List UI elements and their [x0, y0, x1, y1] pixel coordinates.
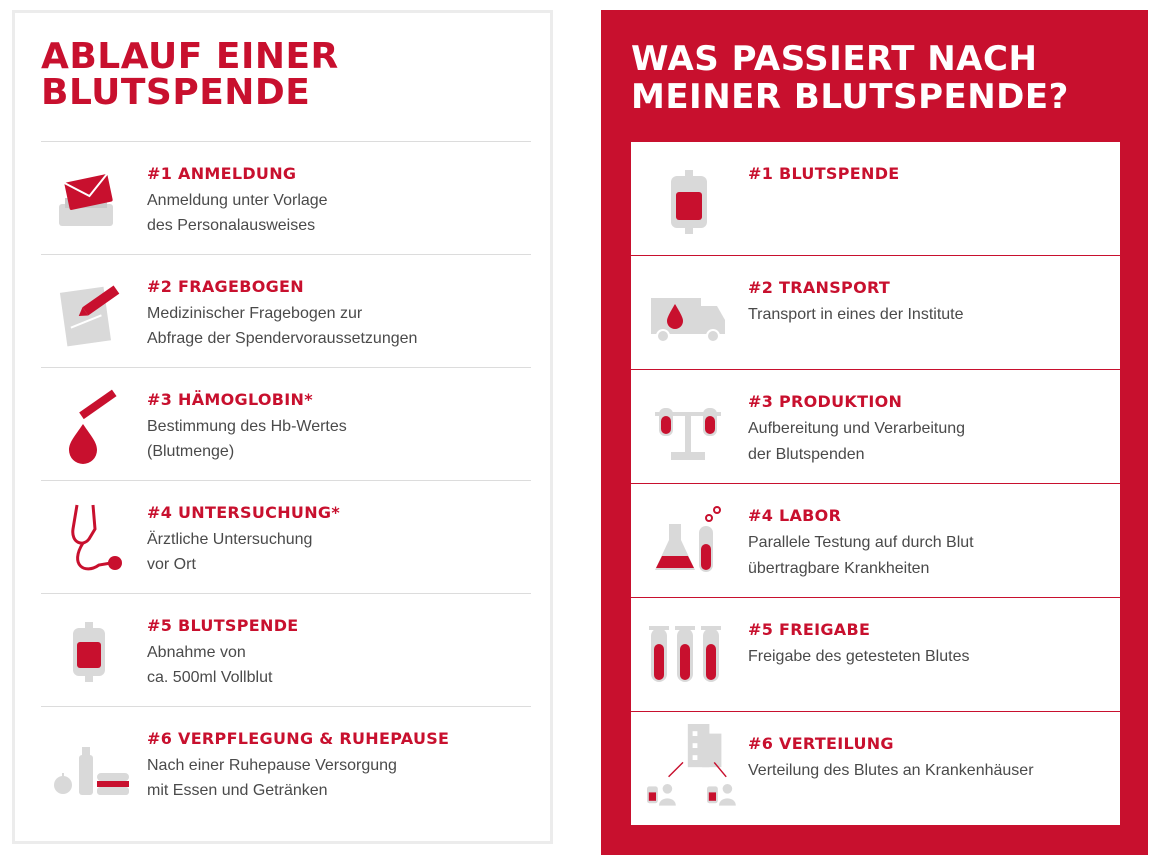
- stage-desc-line-2: übertragbare Krankheiten: [748, 560, 930, 577]
- step-hemoglobin: [41, 367, 531, 480]
- right-title-line-2: MEINER BLUTSPENDE?: [631, 77, 1069, 117]
- step-list: [41, 141, 531, 819]
- step-title: #6 VERPFLEGUNG & RUHEPAUSE: [147, 729, 450, 748]
- stage-production: [631, 370, 1120, 484]
- stage-laboratory: [631, 484, 1120, 598]
- left-title-line-1: ABLAUF EINER: [41, 36, 339, 77]
- stage-title: #3 PRODUKTION: [748, 392, 903, 411]
- step-desc-line-2: ca. 500ml Vollblut: [147, 669, 273, 686]
- lab-flask-icon: [649, 504, 729, 584]
- stage-desc-line-2: der Blutspenden: [748, 446, 865, 463]
- left-title-line-2: BLUTSPENDE: [41, 72, 311, 113]
- blood-drop-lancet-icon: [49, 386, 129, 466]
- step-desc-line-1: Abnahme von: [147, 644, 246, 661]
- stage-donation: [631, 142, 1120, 256]
- step-desc-line-1: Nach einer Ruhepause Versorgung: [147, 757, 397, 774]
- left-panel-title: [41, 36, 339, 113]
- stage-desc-line-1: Transport in eines der Institute: [748, 306, 964, 323]
- right-panel-title: [631, 40, 1069, 116]
- envelope-tray-icon: [49, 160, 129, 240]
- step-description: [147, 414, 527, 464]
- stage-title: #5 FREIGABE: [748, 620, 871, 639]
- step-description: [147, 640, 527, 690]
- step-description: [147, 527, 527, 577]
- stage-title: #6 VERTEILUNG: [748, 734, 894, 753]
- stage-description: [748, 302, 1108, 328]
- step-desc-line-2: vor Ort: [147, 556, 196, 573]
- step-description: [147, 753, 527, 803]
- stage-desc-line-1: Aufbereitung und Verarbeitung: [748, 420, 966, 437]
- stage-desc-line-1: Parallele Testung auf durch Blut: [748, 534, 974, 551]
- step-title: #2 FRAGEBOGEN: [147, 277, 304, 296]
- step-registration: [41, 141, 531, 254]
- step-examination: [41, 480, 531, 593]
- test-tubes-icon: [649, 618, 729, 698]
- step-refreshment: [41, 706, 531, 819]
- stage-distribution: [631, 712, 1120, 826]
- blood-bag-icon: [49, 612, 129, 692]
- stage-release: [631, 598, 1120, 712]
- step-description: [147, 188, 527, 238]
- stage-title: #2 TRANSPORT: [748, 278, 891, 297]
- stage-desc-line-1: Freigabe des getesteten Blutes: [748, 648, 970, 665]
- step-desc-line-2: mit Essen und Getränken: [147, 782, 328, 799]
- blood-bag-icon: [649, 162, 729, 242]
- questionnaire-pen-icon: [49, 273, 129, 353]
- stage-description: [748, 644, 1108, 670]
- step-desc-line-2: Abfrage der Spendervoraussetzungen: [147, 330, 418, 347]
- step-desc-line-1: Medizinischer Fragebogen zur: [147, 305, 363, 322]
- step-desc-line-1: Bestimmung des Hb-Wertes: [147, 418, 347, 435]
- step-title: #3 HÄMOGLOBIN*: [147, 390, 313, 409]
- step-donation: [41, 593, 531, 706]
- step-desc-line-2: (Blutmenge): [147, 443, 235, 460]
- step-desc-line-2: des Personalausweises: [147, 217, 316, 234]
- step-questionnaire: [41, 254, 531, 367]
- step-title: #1 ANMELDUNG: [147, 164, 297, 183]
- after-donation-panel: [601, 10, 1148, 855]
- step-title: #4 UNTERSUCHUNG*: [147, 503, 340, 522]
- stage-description: [748, 416, 1108, 468]
- stage-title: #1 BLUTSPENDE: [748, 164, 900, 183]
- stethoscope-icon: [49, 499, 129, 579]
- right-title-line-1: WAS PASSIERT NACH: [631, 39, 1038, 79]
- stage-list: [631, 142, 1120, 826]
- step-description: [147, 301, 527, 351]
- step-desc-line-1: Anmeldung unter Vorlage: [147, 192, 328, 209]
- step-title: #5 BLUTSPENDE: [147, 616, 299, 635]
- stage-description: [748, 758, 1108, 784]
- stage-desc-line-1: Verteilung des Blutes an Krankenhäuser: [748, 762, 1034, 779]
- centrifuge-balance-icon: [649, 390, 729, 470]
- stage-title: #4 LABOR: [748, 506, 842, 525]
- stage-description: [748, 530, 1108, 582]
- step-desc-line-1: Ärztliche Untersuchung: [147, 531, 313, 548]
- food-drink-icon: [49, 725, 129, 805]
- transport-truck-icon: [649, 276, 729, 356]
- stage-transport: [631, 256, 1120, 370]
- blood-donation-process-panel: [12, 10, 553, 844]
- hospital-distribution-icon: [639, 724, 751, 820]
